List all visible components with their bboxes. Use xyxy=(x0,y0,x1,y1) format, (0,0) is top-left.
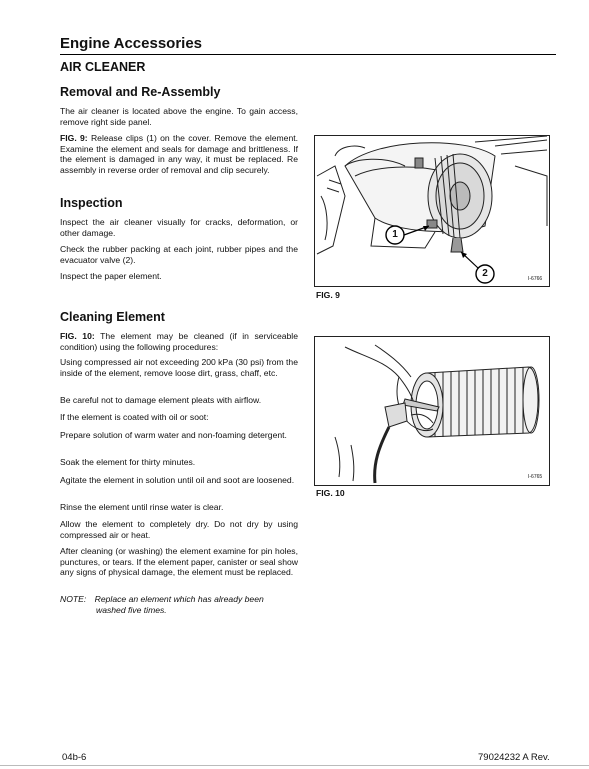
removal-paragraph-1: The air cleaner is located above the engine. To gain access, remove right side panel. xyxy=(60,106,298,127)
figure-9-image xyxy=(314,135,550,287)
subsection-title: AIR CLEANER xyxy=(60,60,146,74)
bottom-rule xyxy=(0,765,589,766)
cleaning-paragraph-6: Soak the element for thirty minutes. xyxy=(60,457,196,467)
cleaning-paragraph-1-text: The element may be cleaned (if in serviceable condition) using the following procedures: xyxy=(60,331,298,352)
fig10-caption: FIG. 10 xyxy=(316,488,345,498)
cleaning-paragraph-5: Prepare solution of warm water and non-foaming detergent. xyxy=(60,430,287,440)
note xyxy=(60,594,300,615)
cleaning-paragraph-1 xyxy=(60,331,298,352)
page-number: 04b-6 xyxy=(62,752,87,763)
fig10-ref: FIG. 10: xyxy=(60,331,95,341)
section-title: Engine Accessories xyxy=(60,35,203,52)
figure-10-image xyxy=(314,336,550,486)
callout-2-label: 2 xyxy=(482,268,488,279)
cleaning-paragraph-4: If the element is coated with oil or soot: xyxy=(60,412,209,422)
removal-paragraph-2-text: Release clips (1) on the cover. Remove the element. Examine the element and seals for damage and brittleness. If the element is damaged in any way, it must be replaced. Re assembly in reverse order of removal and clip securely. xyxy=(60,133,298,175)
cleaning-paragraph-2: Using compressed air not exceeding 200 kPa (30 psi) from the inside of the element, remove loose dirt, grass, chaff, etc. xyxy=(60,357,298,378)
air-cleaner-housing-illustration xyxy=(315,136,549,286)
callout-1-label: 1 xyxy=(392,229,398,240)
heading-removal: Removal and Re-Assembly xyxy=(60,85,221,99)
heading-cleaning: Cleaning Element xyxy=(60,310,165,324)
cleaning-paragraph-9: Allow the element to completely dry. Do not dry by using compressed air or heat. xyxy=(60,519,298,540)
fig9-ref: FIG. 9: xyxy=(60,133,88,143)
fig9-image-id: I-6766 xyxy=(528,276,543,282)
heading-inspection: Inspection xyxy=(60,196,123,210)
document-number: 79024232 A Rev. xyxy=(478,752,550,763)
inspection-paragraph-2: Check the rubber packing at each joint, rubber pipes and the evacuator valve (2). xyxy=(60,244,298,265)
fig10-image-id: I-6765 xyxy=(528,474,543,480)
cleaning-paragraph-7: Agitate the element in solution until oil and soot are loosened. xyxy=(60,475,295,485)
inspection-paragraph-3: Inspect the paper element. xyxy=(60,271,162,281)
cleaning-paragraph-3: Be careful not to damage element pleats with airflow. xyxy=(60,395,262,405)
element-cleaning-illustration xyxy=(315,337,549,485)
note-line-2: washed five times. xyxy=(96,604,167,615)
cleaning-paragraph-10: After cleaning (or washing) the element examine for pin holes, punctures, or tears. If the element paper, canister or seal show any signs of physical damage, the element must be replaced. xyxy=(60,546,298,578)
inspection-paragraph-1: Inspect the air cleaner visually for cracks, deformation, or other damage. xyxy=(60,217,298,238)
removal-paragraph-2 xyxy=(60,133,298,175)
fig9-caption: FIG. 9 xyxy=(316,290,340,300)
note-line-1: Replace an element which has already been xyxy=(94,594,264,604)
title-rule xyxy=(60,54,556,55)
cleaning-paragraph-8: Rinse the element until rinse water is clear. xyxy=(60,502,224,512)
note-label: NOTE: xyxy=(60,594,87,604)
